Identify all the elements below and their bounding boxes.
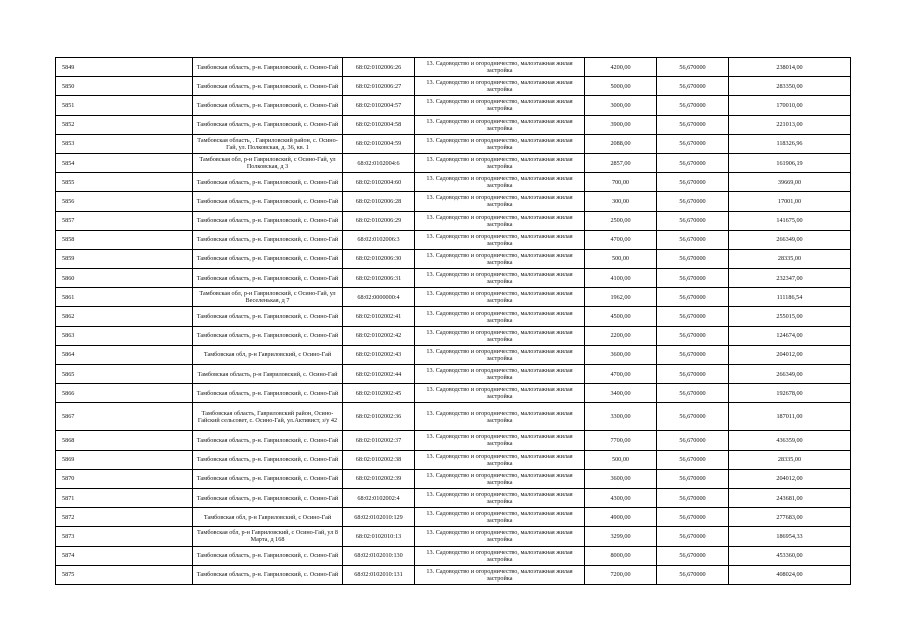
row-number-cell: 5872 (56, 508, 193, 527)
specific-value-cell: 56,670000 (657, 288, 729, 307)
specific-value-cell: 56,670000 (657, 58, 729, 77)
row-number-cell: 5863 (56, 326, 193, 345)
cadastral-number-cell: 68:02:0102006:29 (343, 211, 415, 230)
table-row (56, 115, 851, 134)
address-cell: Тамбовская область, р-н. Гавриловский, с. Осино-Гай (193, 546, 343, 565)
table-row (56, 58, 851, 77)
address-cell: Тамбовская область, р-н. Гавриловский, с. Осино-Гай (193, 307, 343, 326)
table-row (56, 431, 851, 450)
address-cell: Тамбовская область, р-н. Гавриловский, с. Осино-Гай (193, 77, 343, 96)
table-row (56, 134, 851, 153)
area-cell: 4700,00 (585, 365, 657, 384)
address-cell: Тамбовская область, р-н. Гавриловский, с. Осино-Гай (193, 384, 343, 403)
cadastral-number-cell: 68:02:0102002:44 (343, 365, 415, 384)
address-cell: Тамбовская область, р-н. Гавриловский, с. Осино-Гай (193, 488, 343, 507)
table-row (56, 77, 851, 96)
address-cell: Тамбовская область, р-н. Гавриловский, с. Осино-Гай (193, 58, 343, 77)
specific-value-cell: 56,670000 (657, 546, 729, 565)
area-cell: 2857,00 (585, 153, 657, 172)
area-cell: 3600,00 (585, 469, 657, 488)
address-cell: Тамбовская область, . Гавриловский район, с. Осино-Гай, ул. Полковская, д. 36, кв. 1 (193, 134, 343, 153)
address-cell: Тамбовская область, р-н. Гавриловский, с. Осино-Гай (193, 192, 343, 211)
cadastral-value-cell: 28335,00 (729, 450, 851, 469)
cadastral-value-cell: 161906,19 (729, 153, 851, 172)
specific-value-cell: 56,670000 (657, 469, 729, 488)
cadastral-value-cell: 266349,00 (729, 365, 851, 384)
area-cell: 300,00 (585, 192, 657, 211)
cadastral-value-cell: 238014,00 (729, 58, 851, 77)
area-cell: 500,00 (585, 249, 657, 268)
specific-value-cell: 56,670000 (657, 431, 729, 450)
cadastral-number-cell: 68:02:0102002:41 (343, 307, 415, 326)
address-cell: Тамбовская обл, р-н Гавриловский, с Осино-Гай, ул 8 Марта, д 168 (193, 527, 343, 546)
land-valuation-table (55, 57, 851, 585)
area-cell: 7700,00 (585, 431, 657, 450)
specific-value-cell: 56,670000 (657, 403, 729, 431)
cadastral-value-cell: 221013,00 (729, 115, 851, 134)
table-row (56, 365, 851, 384)
area-cell: 3400,00 (585, 384, 657, 403)
table-body (56, 58, 851, 585)
land-use-cell: 13. Садоводство и огородничество, малоэтажная жилая застройка (415, 58, 585, 77)
land-use-cell: 13. Садоводство и огородничество, малоэтажная жилая застройка (415, 546, 585, 565)
cadastral-number-cell: 68:02:0102006:28 (343, 192, 415, 211)
land-use-cell: 13. Садоводство и огородничество, малоэтажная жилая застройка (415, 469, 585, 488)
area-cell: 2500,00 (585, 211, 657, 230)
cadastral-value-cell: 204012,00 (729, 345, 851, 364)
specific-value-cell: 56,670000 (657, 153, 729, 172)
area-cell: 2088,00 (585, 134, 657, 153)
area-cell: 3600,00 (585, 345, 657, 364)
row-number-cell: 5875 (56, 565, 193, 584)
land-use-cell: 13. Садоводство и огородничество, малоэтажная жилая застройка (415, 77, 585, 96)
row-number-cell: 5850 (56, 77, 193, 96)
specific-value-cell: 56,670000 (657, 527, 729, 546)
table-row (56, 307, 851, 326)
address-cell: Тамбовская обл, р-н Гавриловский, с Осино-Гай (193, 345, 343, 364)
table-row (56, 508, 851, 527)
area-cell: 4700,00 (585, 230, 657, 249)
cadastral-value-cell: 408024,00 (729, 565, 851, 584)
row-number-cell: 5864 (56, 345, 193, 364)
cadastral-number-cell: 68:02:0102006:27 (343, 77, 415, 96)
address-cell: Тамбовская обл, р-н Гавриловский, с Осино-Гай, ул Полковская, д 3 (193, 153, 343, 172)
row-number-cell: 5855 (56, 173, 193, 192)
cadastral-number-cell: 68:02:0102010:129 (343, 508, 415, 527)
land-use-cell: 13. Садоводство и огородничество, малоэтажная жилая застройка (415, 565, 585, 584)
cadastral-number-cell: 68:02:0102002:43 (343, 345, 415, 364)
row-number-cell: 5858 (56, 230, 193, 249)
land-use-cell: 13. Садоводство и огородничество, малоэтажная жилая застройка (415, 288, 585, 307)
table-row (56, 288, 851, 307)
address-cell: Тамбовская область, р-н. Гавриловский, с. Осино-Гай (193, 326, 343, 345)
specific-value-cell: 56,670000 (657, 345, 729, 364)
table-row (56, 488, 851, 507)
area-cell: 4100,00 (585, 269, 657, 288)
specific-value-cell: 56,670000 (657, 96, 729, 115)
area-cell: 500,00 (585, 450, 657, 469)
cadastral-number-cell: 68:02:0102010:13 (343, 527, 415, 546)
land-use-cell: 13. Садоводство и огородничество, малоэтажная жилая застройка (415, 173, 585, 192)
cadastral-number-cell: 68:02:0102004:6 (343, 153, 415, 172)
specific-value-cell: 56,670000 (657, 115, 729, 134)
land-use-cell: 13. Садоводство и огородничество, малоэтажная жилая застройка (415, 134, 585, 153)
cadastral-value-cell: 124674,00 (729, 326, 851, 345)
cadastral-value-cell: 192678,00 (729, 384, 851, 403)
area-cell: 5000,00 (585, 77, 657, 96)
specific-value-cell: 56,670000 (657, 450, 729, 469)
land-use-cell: 13. Садоводство и огородничество, малоэтажная жилая застройка (415, 527, 585, 546)
land-use-cell: 13. Садоводство и огородничество, малоэтажная жилая застройка (415, 269, 585, 288)
cadastral-number-cell: 68:02:0102002:38 (343, 450, 415, 469)
specific-value-cell: 56,670000 (657, 269, 729, 288)
cadastral-number-cell: 68:02:0102004:60 (343, 173, 415, 192)
area-cell: 7200,00 (585, 565, 657, 584)
land-use-cell: 13. Садоводство и огородничество, малоэтажная жилая застройка (415, 249, 585, 268)
table-row (56, 249, 851, 268)
cadastral-value-cell: 204012,00 (729, 469, 851, 488)
table-row (56, 469, 851, 488)
row-number-cell: 5866 (56, 384, 193, 403)
table-row (56, 450, 851, 469)
specific-value-cell: 56,670000 (657, 77, 729, 96)
table-row (56, 565, 851, 584)
land-use-cell: 13. Садоводство и огородничество, малоэтажная жилая застройка (415, 450, 585, 469)
specific-value-cell: 56,670000 (657, 384, 729, 403)
table-row (56, 546, 851, 565)
cadastral-value-cell: 141675,00 (729, 211, 851, 230)
cadastral-value-cell: 170010,00 (729, 96, 851, 115)
address-cell: Тамбовская область, Гавриловский район, Осино-Гайский сельсовет, с. Осино-Гай, ул.Активист, з/у 42 (193, 403, 343, 431)
address-cell: Тамбовская область, р-н. Гавриловский, с. Осино-Гай (193, 173, 343, 192)
land-use-cell: 13. Садоводство и огородничество, малоэтажная жилая застройка (415, 115, 585, 134)
area-cell: 4300,00 (585, 488, 657, 507)
table-row (56, 230, 851, 249)
land-use-cell: 13. Садоводство и огородничество, малоэтажная жилая застройка (415, 307, 585, 326)
row-number-cell: 5867 (56, 403, 193, 431)
row-number-cell: 5870 (56, 469, 193, 488)
address-cell: Тамбовская область, р-н. Гавриловский, с. Осино-Гай (193, 96, 343, 115)
cadastral-value-cell: 453360,00 (729, 546, 851, 565)
land-use-cell: 13. Садоводство и огородничество, малоэтажная жилая застройка (415, 365, 585, 384)
cadastral-value-cell: 39669,00 (729, 173, 851, 192)
table-row (56, 326, 851, 345)
row-number-cell: 5861 (56, 288, 193, 307)
area-cell: 3299,00 (585, 527, 657, 546)
area-cell: 3000,00 (585, 96, 657, 115)
address-cell: Тамбовская область, р-н Гавриловский, с. Осино-Гай (193, 365, 343, 384)
cadastral-number-cell: 68:02:0102006:30 (343, 249, 415, 268)
address-cell: Тамбовская обл, р-н Гавриловский, с Осино-Гай (193, 508, 343, 527)
row-number-cell: 5868 (56, 431, 193, 450)
specific-value-cell: 56,670000 (657, 565, 729, 584)
cadastral-value-cell: 436359,00 (729, 431, 851, 450)
row-number-cell: 5860 (56, 269, 193, 288)
row-number-cell: 5874 (56, 546, 193, 565)
specific-value-cell: 56,670000 (657, 326, 729, 345)
row-number-cell: 5851 (56, 96, 193, 115)
land-use-cell: 13. Садоводство и огородничество, малоэтажная жилая застройка (415, 153, 585, 172)
cadastral-number-cell: 68:02:0102002:36 (343, 403, 415, 431)
specific-value-cell: 56,670000 (657, 211, 729, 230)
address-cell: Тамбовская область, р-н. Гавриловский, с. Осино-Гай (193, 249, 343, 268)
area-cell: 2200,00 (585, 326, 657, 345)
area-cell: 4500,00 (585, 307, 657, 326)
address-cell: Тамбовская обл, р-н Гавриловский, с Осино-Гай, ул Веселенькая, д 7 (193, 288, 343, 307)
land-use-cell: 13. Садоводство и огородничество, малоэтажная жилая застройка (415, 211, 585, 230)
land-use-cell: 13. Садоводство и огородничество, малоэтажная жилая застройка (415, 488, 585, 507)
address-cell: Тамбовская область, р-н. Гавриловский, с. Осино-Гай (193, 431, 343, 450)
area-cell: 4900,00 (585, 508, 657, 527)
row-number-cell: 5854 (56, 153, 193, 172)
row-number-cell: 5869 (56, 450, 193, 469)
area-cell: 700,00 (585, 173, 657, 192)
land-use-cell: 13. Садоводство и огородничество, малоэтажная жилая застройка (415, 403, 585, 431)
area-cell: 4200,00 (585, 58, 657, 77)
cadastral-number-cell: 68:02:0102002:37 (343, 431, 415, 450)
address-cell: Тамбовская область, р-н. Гавриловский, с. Осино-Гай (193, 469, 343, 488)
address-cell: Тамбовская область, р-н. Гавриловский, с. Осино-Гай (193, 269, 343, 288)
row-number-cell: 5871 (56, 488, 193, 507)
land-use-cell: 13. Садоводство и огородничество, малоэтажная жилая застройка (415, 384, 585, 403)
area-cell: 3300,00 (585, 403, 657, 431)
cadastral-value-cell: 266349,00 (729, 230, 851, 249)
table-row (56, 96, 851, 115)
row-number-cell: 5857 (56, 211, 193, 230)
cadastral-number-cell: 68:02:0102002:45 (343, 384, 415, 403)
table-row (56, 403, 851, 431)
specific-value-cell: 56,670000 (657, 365, 729, 384)
cadastral-value-cell: 186954,33 (729, 527, 851, 546)
land-use-cell: 13. Садоводство и огородничество, малоэтажная жилая застройка (415, 326, 585, 345)
address-cell: Тамбовская область, р-н. Гавриловский, с. Осино-Гай (193, 230, 343, 249)
table-row (56, 384, 851, 403)
specific-value-cell: 56,670000 (657, 508, 729, 527)
table-row (56, 527, 851, 546)
specific-value-cell: 56,670000 (657, 488, 729, 507)
row-number-cell: 5865 (56, 365, 193, 384)
address-cell: Тамбовская область, р-н. Гавриловский, с. Осино-Гай (193, 450, 343, 469)
area-cell: 3900,00 (585, 115, 657, 134)
area-cell: 8000,00 (585, 546, 657, 565)
cadastral-number-cell: 68:02:0102006:31 (343, 269, 415, 288)
cadastral-number-cell: 68:02:0102002:4 (343, 488, 415, 507)
cadastral-value-cell: 187011,00 (729, 403, 851, 431)
cadastral-value-cell: 255015,00 (729, 307, 851, 326)
table-row (56, 345, 851, 364)
address-cell: Тамбовская область, р-н. Гавриловский, с. Осино-Гай (193, 211, 343, 230)
table-row (56, 211, 851, 230)
address-cell: Тамбовская область, р-н. Гавриловский, с. Осино-Гай (193, 115, 343, 134)
specific-value-cell: 56,670000 (657, 134, 729, 153)
land-use-cell: 13. Садоводство и огородничество, малоэтажная жилая застройка (415, 230, 585, 249)
land-use-cell: 13. Садоводство и огородничество, малоэтажная жилая застройка (415, 508, 585, 527)
cadastral-value-cell: 118326,96 (729, 134, 851, 153)
address-cell: Тамбовская область, р-н. Гавриловский, с. Осино-Гай (193, 565, 343, 584)
area-cell: 1962,00 (585, 288, 657, 307)
cadastral-value-cell: 111186,54 (729, 288, 851, 307)
table-row (56, 153, 851, 172)
land-use-cell: 13. Садоводство и огородничество, малоэтажная жилая застройка (415, 345, 585, 364)
cadastral-value-cell: 243681,00 (729, 488, 851, 507)
cadastral-number-cell: 68:02:0102010:130 (343, 546, 415, 565)
specific-value-cell: 56,670000 (657, 307, 729, 326)
specific-value-cell: 56,670000 (657, 173, 729, 192)
cadastral-number-cell: 68:02:0102004:58 (343, 115, 415, 134)
cadastral-number-cell: 68:02:0102004:57 (343, 96, 415, 115)
specific-value-cell: 56,670000 (657, 192, 729, 211)
table-row (56, 192, 851, 211)
cadastral-value-cell: 277683,00 (729, 508, 851, 527)
land-use-cell: 13. Садоводство и огородничество, малоэтажная жилая застройка (415, 431, 585, 450)
row-number-cell: 5862 (56, 307, 193, 326)
row-number-cell: 5873 (56, 527, 193, 546)
cadastral-number-cell: 68:02:0000000:4 (343, 288, 415, 307)
cadastral-value-cell: 283350,00 (729, 77, 851, 96)
row-number-cell: 5852 (56, 115, 193, 134)
cadastral-number-cell: 68:02:0102006:3 (343, 230, 415, 249)
table-row (56, 269, 851, 288)
cadastral-number-cell: 68:02:0102002:39 (343, 469, 415, 488)
cadastral-number-cell: 68:02:0102006:26 (343, 58, 415, 77)
row-number-cell: 5849 (56, 58, 193, 77)
cadastral-value-cell: 28335,00 (729, 249, 851, 268)
row-number-cell: 5853 (56, 134, 193, 153)
cadastral-number-cell: 68:02:0102010:131 (343, 565, 415, 584)
cadastral-number-cell: 68:02:0102002:42 (343, 326, 415, 345)
land-use-cell: 13. Садоводство и огородничество, малоэтажная жилая застройка (415, 192, 585, 211)
row-number-cell: 5856 (56, 192, 193, 211)
cadastral-number-cell: 68:02:0102004:59 (343, 134, 415, 153)
specific-value-cell: 56,670000 (657, 249, 729, 268)
table-row (56, 173, 851, 192)
land-use-cell: 13. Садоводство и огородничество, малоэтажная жилая застройка (415, 96, 585, 115)
row-number-cell: 5859 (56, 249, 193, 268)
cadastral-value-cell: 17001,00 (729, 192, 851, 211)
cadastral-value-cell: 232347,00 (729, 269, 851, 288)
specific-value-cell: 56,670000 (657, 230, 729, 249)
